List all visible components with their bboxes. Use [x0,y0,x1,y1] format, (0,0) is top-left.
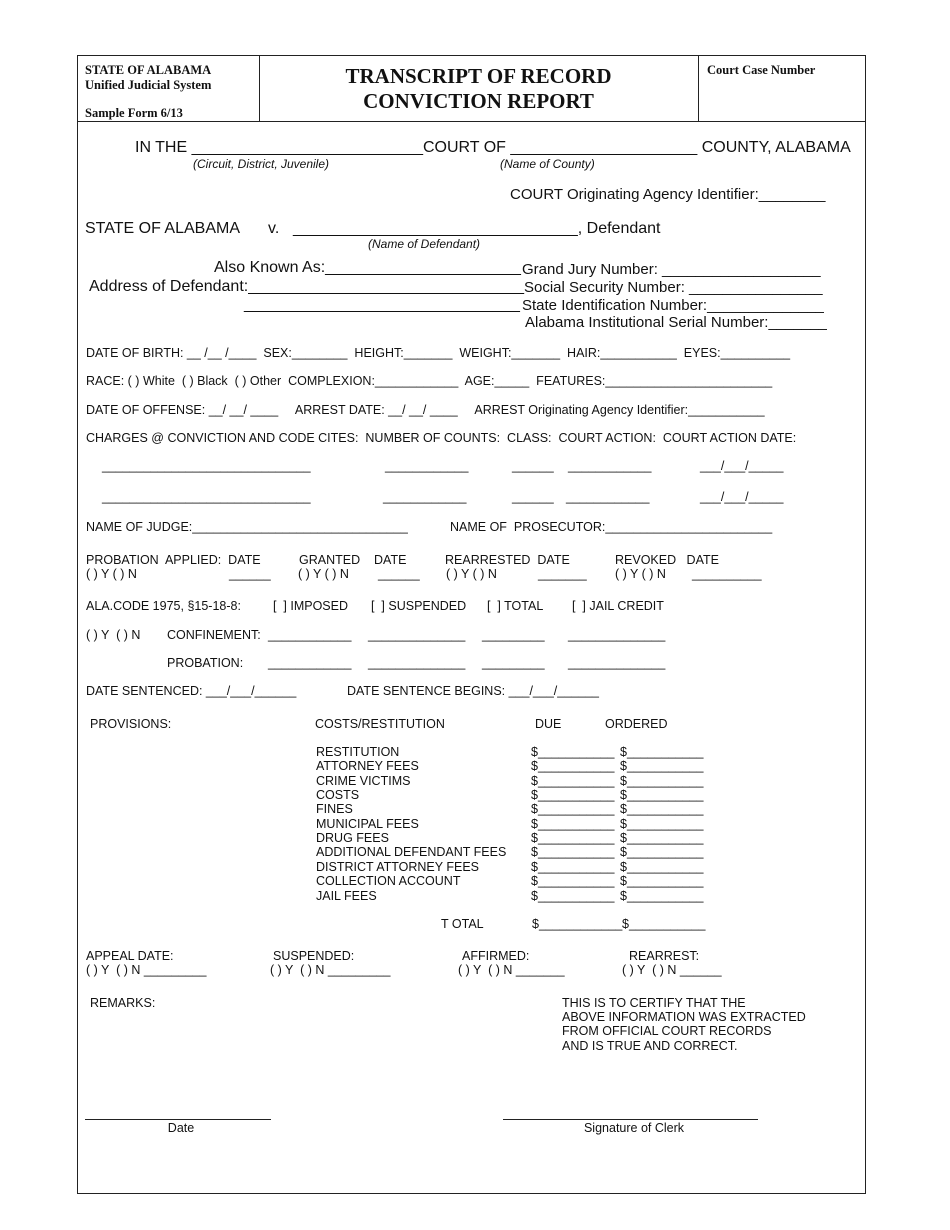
clerk-signature-label: Signature of Clerk [583,1121,685,1135]
cost-item-label: COLLECTION ACCOUNT [316,874,461,889]
cost-item-due-field[interactable]: $___________ [531,888,615,903]
sentence-probation-field-2[interactable]: ______________ [368,656,466,670]
cost-item-ordered-field[interactable]: $___________ [620,831,704,846]
probation-granted-label: GRANTED DATE [299,553,407,567]
probation-revoked-yn[interactable]: ( ) Y ( ) N [615,567,666,581]
date-sentence-begins-field[interactable]: DATE SENTENCE BEGINS: ___/___/______ [347,684,599,698]
court-line[interactable]: IN THE __________________________COURT OF _____________________ COUNTY, ALABAMA [135,139,851,156]
prosecutor-field[interactable]: NAME OF PROSECUTOR:________________________ [450,520,773,534]
charge-1-date[interactable]: ___/___/_____ [700,459,784,473]
cost-item-due-field[interactable]: $___________ [531,802,615,817]
cost-item-label: DISTRICT ATTORNEY FEES [316,859,479,874]
cost-item-label: MUNICIPAL FEES [316,816,419,831]
suspended-checkbox[interactable]: [ ] SUSPENDED [371,599,467,613]
cost-item-label: ADDITIONAL DEFENDANT FEES [316,845,507,860]
charge-2-class[interactable]: ______ [512,490,554,504]
county-hint: (Name of County) [500,157,595,171]
probation-rearrested-date[interactable]: _______ [538,567,587,581]
defendant-name-hint: (Name of Defendant) [368,237,481,251]
form-title-line2: CONVICTION REPORT [363,89,594,113]
charge-1-counts[interactable]: ____________ [385,459,469,473]
cost-item-label: COSTS [316,788,360,803]
cost-item-ordered-field[interactable]: $___________ [620,859,704,874]
charge-2-code[interactable]: ______________________________ [102,490,311,504]
appeal-date-label: APPEAL DATE: [86,949,174,963]
ssn-field[interactable]: Social Security Number: ________________ [524,279,823,296]
court-case-number-label: Court Case Number [707,63,816,77]
total-ordered-field[interactable]: $___________ [622,917,706,931]
ordered-header: ORDERED [605,717,668,731]
rearrest-field[interactable]: ( ) Y ( ) N ______ [622,963,722,977]
total-checkbox[interactable]: [ ] TOTAL [487,599,544,613]
certify-line-1: THIS IS TO CERTIFY THAT THE [562,996,746,1010]
charge-2-date[interactable]: ___/___/_____ [700,490,784,504]
imposed-checkbox[interactable]: [ ] IMPOSED [273,599,349,613]
cost-item-ordered-field[interactable]: $___________ [620,759,704,774]
affirmed-field[interactable]: ( ) Y ( ) N _______ [458,963,565,977]
cost-item-ordered-field[interactable]: $___________ [620,845,704,860]
aka-field[interactable]: Also Known As:______________________ [214,259,521,276]
ais-field[interactable]: Alabama Institutional Serial Number:_______ [525,314,827,331]
charge-1-code[interactable]: ______________________________ [102,459,311,473]
header-system: Unified Judicial System [85,78,212,92]
sentence-probation-field-3[interactable]: _________ [482,656,545,670]
costs-header: COSTS/RESTITUTION [315,717,445,731]
probation-rearrested-yn[interactable]: ( ) Y ( ) N [446,567,497,581]
suspended-field[interactable]: ( ) Y ( ) N _________ [270,963,391,977]
address-field[interactable]: Address of Defendant:_______________________________ [89,278,525,295]
suspended-label: SUSPENDED: [273,949,355,963]
charge-2-action[interactable]: ____________ [566,490,650,504]
charge-1-action[interactable]: ____________ [568,459,652,473]
charge-1-class[interactable]: ______ [512,459,554,473]
date-sentenced-field[interactable]: DATE SENTENCED: ___/___/______ [86,684,297,698]
ala-code-label: ALA.CODE 1975, §15-18-8: [86,599,241,613]
cost-item-due-field[interactable]: $___________ [531,759,615,774]
certify-line-2: ABOVE INFORMATION WAS EXTRACTED [562,1010,806,1024]
date-signature-line[interactable] [85,1119,271,1120]
confinement-field-1[interactable]: ____________ [268,628,352,642]
cost-item-due-field[interactable]: $___________ [531,773,615,788]
cost-item-due-field[interactable]: $___________ [531,845,615,860]
charge-2-counts[interactable]: ____________ [383,490,467,504]
versus-label: v. [268,220,280,237]
header-divider-right [698,55,699,122]
personal-row-2[interactable]: RACE: ( ) White ( ) Black ( ) Other COMPLEXION:____________ AGE:_____ FEATURES:________________________ [86,374,773,388]
probation-granted-yn[interactable]: ( ) Y ( ) N [298,567,349,581]
appeal-date-field[interactable]: ( ) Y ( ) N _________ [86,963,207,977]
sentence-probation-label: PROBATION: [167,656,244,670]
cost-item-label: JAIL FEES [316,888,377,903]
charges-header: CHARGES @ CONVICTION AND CODE CITES: NUMBER OF COUNTS: CLASS: COURT ACTION: COURT ACTION DATE: [86,431,797,445]
offense-arrest-row[interactable]: DATE OF OFFENSE: __/ __/ ____ ARREST DATE: __/ __/ ____ ARREST Originating Agency Identifier:___________ [86,403,765,417]
remarks-label: REMARKS: [90,996,156,1010]
personal-row-1[interactable]: DATE OF BIRTH: __ /__ /____ SEX:________ HEIGHT:_______ WEIGHT:_______ HAIR:___________ EYES:__________ [86,346,791,360]
probation-revoked-label: REVOKED DATE [615,553,719,567]
certify-line-4: AND IS TRUE AND CORRECT. [562,1039,738,1053]
probation-rearrested-label: REARRESTED DATE [445,553,570,567]
court-type-hint: (Circuit, District, Juvenile) [193,157,330,171]
rearrest-label: REARREST: [629,949,700,963]
defendant-name-field[interactable]: ________________________________, Defendant [293,220,661,237]
confinement-field-3[interactable]: _________ [482,628,545,642]
state-id-field[interactable]: State Identification Number:______________ [522,297,824,314]
cost-item-ordered-field[interactable]: $___________ [620,816,704,831]
cost-item-due-field[interactable]: $___________ [531,874,615,889]
confinement-field-4[interactable]: ______________ [568,628,666,642]
probation-applied-yn[interactable]: ( ) Y ( ) N [86,567,137,581]
confinement-yn[interactable]: ( ) Y ( ) N [86,628,141,642]
form-number: Sample Form 6/13 [85,106,183,120]
provisions-label: PROVISIONS: [90,717,172,731]
form-title-line1: TRANSCRIPT OF RECORD [345,64,612,88]
court-agency-identifier[interactable]: COURT Originating Agency Identifier:________ [510,186,826,203]
cost-item-ordered-field[interactable]: $___________ [620,773,704,788]
cost-item-ordered-field[interactable]: $___________ [620,874,704,889]
cost-item-label: CRIME VICTIMS [316,773,411,788]
cost-item-label: FINES [316,802,353,817]
confinement-field-2[interactable]: ______________ [368,628,466,642]
cost-item-due-field[interactable]: $___________ [531,745,615,759]
sentence-probation-field-1[interactable]: ____________ [268,656,352,670]
probation-applied-date[interactable]: ______ [229,567,271,581]
probation-applied-label: PROBATION APPLIED: DATE [86,553,261,567]
cost-item-ordered-field[interactable]: $___________ [620,888,704,903]
cost-item-due-field[interactable]: $___________ [531,859,615,874]
cost-item-ordered-field[interactable]: $___________ [620,788,704,803]
cost-item-label: ATTORNEY FEES [316,759,419,774]
state-label: STATE OF ALABAMA [85,220,240,237]
affirmed-label: AFFIRMED: [462,949,530,963]
cost-item-label: RESTITUTION [316,745,400,759]
total-label: T OTAL [441,917,484,931]
total-due-field[interactable]: $____________ [532,917,623,931]
cost-item-ordered-field[interactable]: $___________ [620,802,704,817]
jail-credit-checkbox[interactable]: [ ] JAIL CREDIT [572,599,664,613]
cost-item-due-field[interactable]: $___________ [531,816,615,831]
address-field-line2[interactable]: _______________________________ [244,296,520,313]
cost-item-ordered-field[interactable]: $___________ [620,745,704,759]
confinement-label: CONFINEMENT: [167,628,261,642]
date-label: Date [167,1121,195,1135]
cost-item-due-field[interactable]: $___________ [531,831,615,846]
grand-jury-number[interactable]: Grand Jury Number: ___________________ [522,261,821,278]
certify-line-3: FROM OFFICIAL COURT RECORDS [562,1024,772,1038]
probation-revoked-date[interactable]: __________ [692,567,762,581]
due-header: DUE [535,717,562,731]
cost-item-due-field[interactable]: $___________ [531,788,615,803]
clerk-signature-line[interactable] [503,1119,758,1120]
judge-field[interactable]: NAME OF JUDGE:_______________________________ [86,520,408,534]
cost-item-label: DRUG FEES [316,831,389,846]
probation-granted-date[interactable]: ______ [378,567,420,581]
header-state: STATE OF ALABAMA [85,63,212,77]
sentence-probation-field-4[interactable]: ______________ [568,656,666,670]
